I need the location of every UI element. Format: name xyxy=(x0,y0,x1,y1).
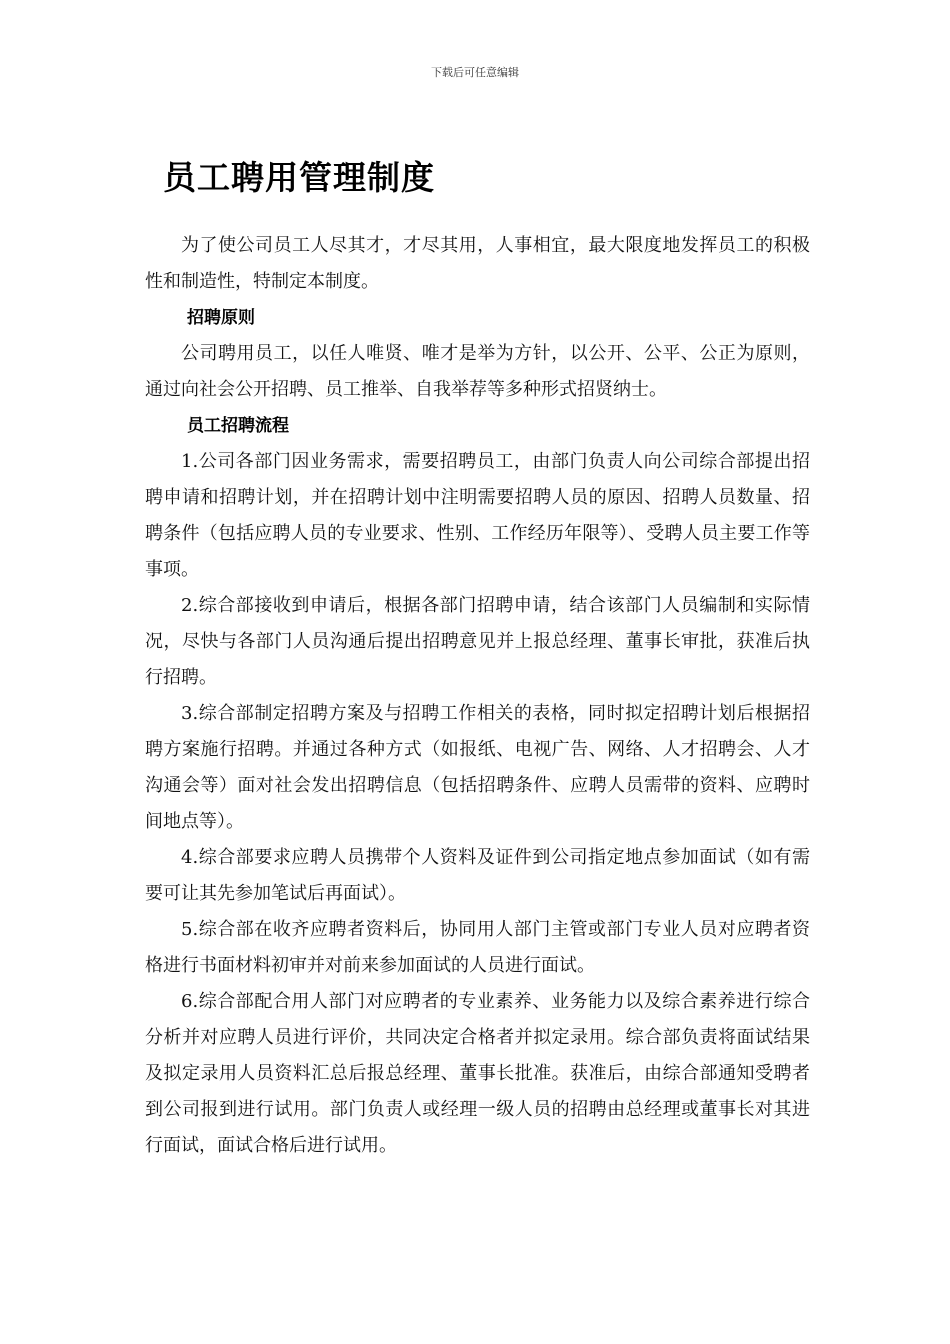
intro-paragraph: 为了使公司员工人尽其才，才尽其用，人事相宜，最大限度地发挥员工的积极性和制造性，特制定本制度。 xyxy=(145,235,810,292)
page-header-note: 下载后可任意编辑 xyxy=(431,66,519,79)
process-step-2: 2.综合部接收到申请后，根据各部门招聘申请，结合该部门人员编制和实际情况，尽快与各部门人员沟通后提出招聘意见并上报总经理、董事长审批，获准后执行招聘。 xyxy=(145,595,810,688)
process-step-3: 3.综合部制定招聘方案及与招聘工作相关的表格，同时拟定招聘计划后根据招聘方案施行招聘。并通过各种方式（如报纸、电视广告、网络、人才招聘会、人才沟通会等）面对社会发出招聘信息（包括招聘条件、应聘人员需带的资料、应聘时间地点等）。 xyxy=(145,703,810,832)
section-heading-recruitment-principle: 招聘原则 xyxy=(187,308,255,328)
section-heading-recruitment-process: 员工招聘流程 xyxy=(187,416,289,436)
document-title: 员工聘用管理制度 xyxy=(163,158,435,197)
process-step-5: 5.综合部在收齐应聘者资料后，协同用人部门主管或部门专业人员对应聘者资格进行书面材料初审并对前来参加面试的人员进行面试。 xyxy=(145,919,810,976)
document-body xyxy=(145,228,810,1164)
process-step-6: 6.综合部配合用人部门对应聘者的专业素养、业务能力以及综合素养进行综合分析并对应聘人员进行评价，共同决定合格者并拟定录用。综合部负责将面试结果及拟定录用人员资料汇总后报总经理、董事长批准。获准后，由综合部通知受聘者到公司报到进行试用。部门负责人或经理一级人员的招聘由总经理或董事长对其进行面试，面试合格后进行试用。 xyxy=(145,991,810,1156)
principle-paragraph: 公司聘用员工，以任人唯贤、唯才是举为方针，以公开、公平、公正为原则，通过向社会公开招聘、员工推举、自我举荐等多种形式招贤纳士。 xyxy=(145,343,810,400)
process-step-4: 4.综合部要求应聘人员携带个人资料及证件到公司指定地点参加面试（如有需要可让其先参加笔试后再面试）。 xyxy=(145,847,810,904)
process-step-1: 1.公司各部门因业务需求，需要招聘员工，由部门负责人向公司综合部提出招聘申请和招聘计划，并在招聘计划中注明需要招聘人员的原因、招聘人员数量、招聘条件（包括应聘人员的专业要求、性别、工作经历年限等）、受聘人员主要工作等事项。 xyxy=(145,451,810,580)
